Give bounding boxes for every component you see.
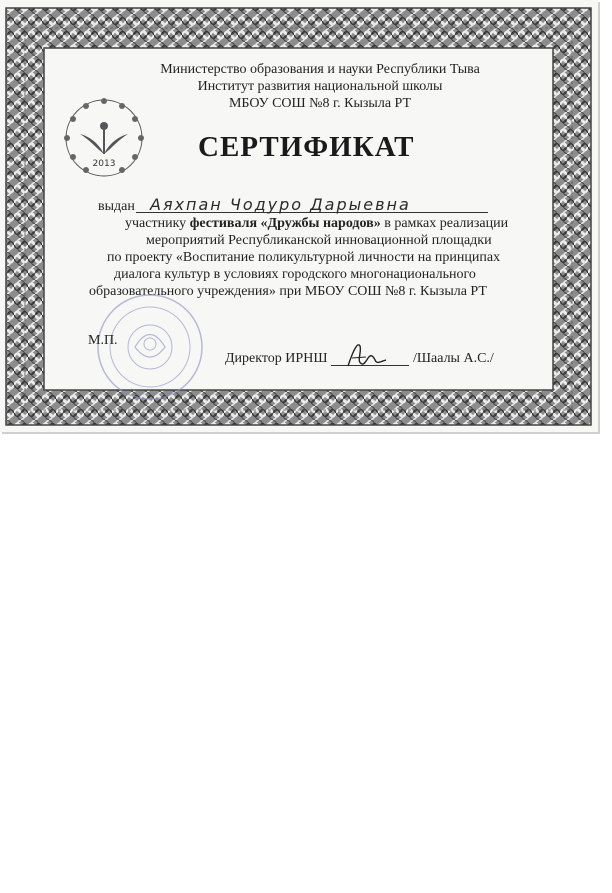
director-label: Директор ИРНШ	[225, 351, 328, 366]
body-line-2: мероприятий Республиканской инновационной площадки	[146, 233, 492, 248]
body-line-5: образовательного учреждения» при МБОУ СОШ №8 г. Кызыла РТ	[89, 284, 487, 299]
stamp-placeholder-label: М.П.	[88, 333, 118, 348]
director-signature	[344, 340, 388, 370]
recipient-name: Аяхпан Чодуро Дарыевна	[150, 195, 411, 214]
certificate	[0, 0, 598, 432]
ministry-line: Министерство образования и науки Республики Тыва	[160, 62, 480, 77]
certificate-title: СЕРТИФИКАТ	[198, 131, 415, 163]
school-line: МБОУ СОШ №8 г. Кызыла РТ	[228, 96, 412, 111]
body-line-1-post: в рамках реализации	[380, 216, 509, 231]
director-name: /Шаалы А.С./	[413, 351, 494, 366]
logo-year: 2013	[92, 159, 116, 169]
issued-label: выдан	[98, 199, 135, 214]
body-line-1	[125, 216, 508, 232]
body-line-4: диалога культур в условиях городского многонационального	[114, 267, 476, 282]
institute-line: Институт развития национальной школы	[197, 79, 443, 94]
body-line-1-pre: участнику	[125, 216, 190, 231]
festival-name: фестиваля «Дружбы народов»	[189, 216, 381, 231]
body-line-3: по проекту «Воспитание поликультурной личности на принципах	[107, 250, 501, 265]
